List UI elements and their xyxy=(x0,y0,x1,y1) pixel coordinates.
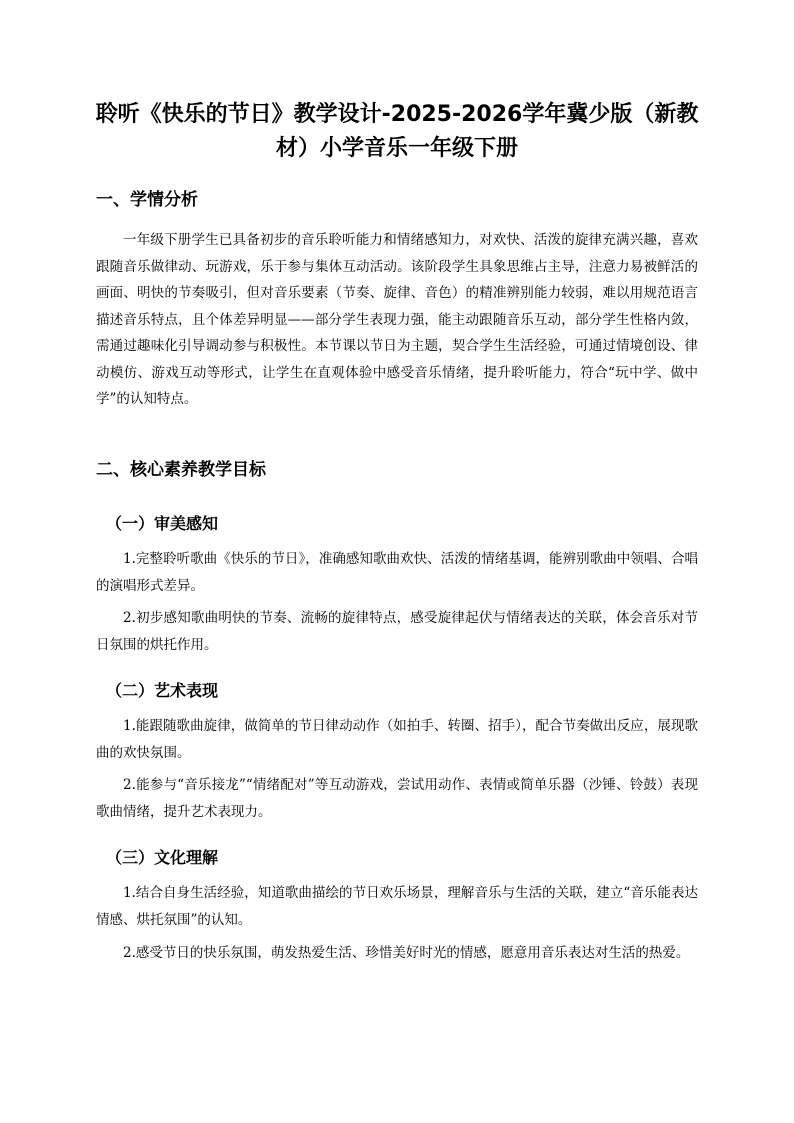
subsection-heading-artistic-expression: （二）艺术表现 xyxy=(106,681,219,700)
subsection-heading-cultural-understanding: （三）文化理解 xyxy=(106,848,219,867)
section-heading-teaching-objectives: 二、核心素养教学目标 xyxy=(96,460,266,480)
objective-item: 2.能参与“音乐接龙”“情绪配对”等互动游戏，尝试用动作、表情或简单乐器（沙锤、铃鼓）表现歌曲情绪，提升艺术表现力。 xyxy=(96,777,698,820)
objective-item: 2.初步感知歌曲明快的节奏、流畅的旋律特点，感受旋律起伏与情绪表达的关联，体会音乐对节日氛围的烘托作用。 xyxy=(96,610,698,653)
objective-item: 2.感受节日的快乐氛围，萌发热爱生活、珍惜美好时光的情感，愿意用音乐表达对生活的热爱。 xyxy=(123,945,690,961)
objective-item: 1.能跟随歌曲旋律，做简单的节日律动动作（如拍手、转圈、招手），配合节奏做出反应，展现歌曲的欢快氛围。 xyxy=(96,718,698,761)
objective-item: 1.完整聆听歌曲《快乐的节日》，准确感知歌曲欢快、活泼的情绪基调，能辨别歌曲中领唱、合唱的演唱形式差异。 xyxy=(96,551,698,594)
section-heading-learner-analysis: 一、学情分析 xyxy=(96,190,198,210)
objective-item: 1.结合自身生活经验，知道歌曲描绘的节日欢乐场景，理解音乐与生活的关联，建立“音乐能表达情感、烘托氛围”的认知。 xyxy=(96,885,698,928)
learner-analysis-paragraph: 一年级下册学生已具备初步的音乐聆听能力和情绪感知力，对欢快、活泼的旋律充满兴趣，喜欢跟随音乐做律动、玩游戏，乐于参与集体互动活动。该阶段学生具象思维占主导，注意力易被鲜活的画面、明快的节奏吸引，但对音乐要素（节奏、旋律、音色）的精准辨别能力较弱，难以用规范语言描述音乐特点，且个体差异明显——部分学生表现力强，能主动跟随音乐互动，部分学生性格内敛，需通过趣味化引导调动参与积极性。本节课以节日为主题，契合学生生活经验，可通过情境创设、律动模仿、游戏互动等形式，让学生在直观体验中感受音乐情绪，提升聆听能力，符合“玩中学、做中学”的认知特点。 xyxy=(96,232,698,407)
document-title: 聆听《快乐的节日》教学设计-2025-2026学年冀少版（新教材）小学音乐一年级下册 xyxy=(95,102,699,161)
subsection-heading-aesthetic-perception: （一）审美感知 xyxy=(106,514,219,533)
